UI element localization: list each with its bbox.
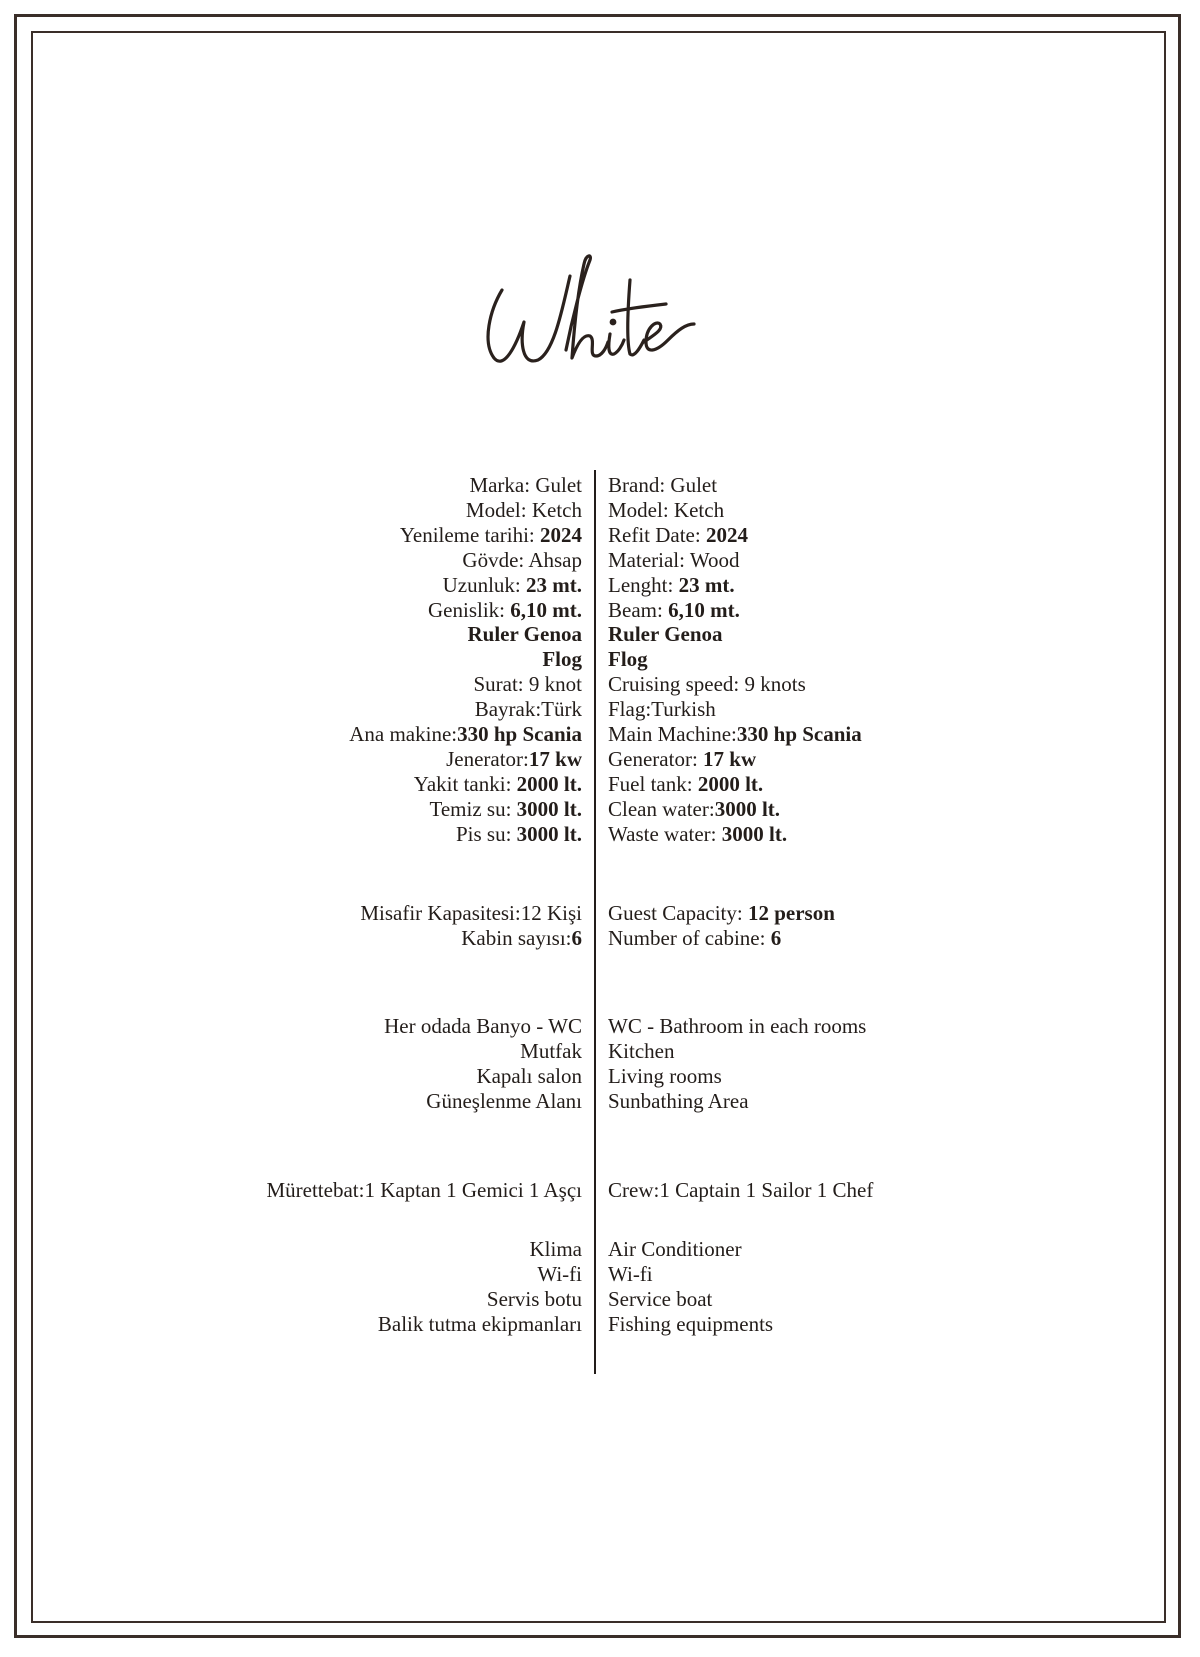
spec-row-tr (428, 598, 582, 624)
capacity-label-en: Number of cabine: (608, 925, 771, 950)
spec-label-en: Main Machine: (608, 722, 737, 746)
extra-row-tr (378, 1312, 582, 1338)
amenity-row-en (608, 1089, 749, 1115)
spec-row-en (608, 697, 716, 723)
spec-value-tr: 3000 lt. (516, 796, 582, 821)
extra-en: Fishing equipments (608, 1311, 774, 1336)
extra-en: Air Conditioner (608, 1237, 742, 1261)
spec-value-tr: 17 kw (528, 746, 582, 771)
spec-label-tr: Bayrak: (474, 697, 542, 722)
extra-row-en (608, 1312, 773, 1338)
spec-row-tr (473, 672, 582, 698)
spec-row-tr (542, 647, 582, 673)
spec-value-tr: 2000 lt. (516, 771, 582, 796)
spec-label-en: Lenght: (608, 572, 679, 597)
spec-value-en: Ketch (673, 497, 725, 522)
spec-label-tr: Yenileme tarihi: (399, 522, 540, 547)
spec-label-en: Clean water: (608, 796, 715, 821)
amenity-en: Living rooms (608, 1063, 722, 1088)
capacity-row-en (608, 926, 781, 952)
spec-row-en (608, 573, 735, 599)
spec-row-en (608, 473, 717, 499)
spec-row-en (608, 747, 756, 773)
spec-label-tr: Pis su: (455, 821, 517, 846)
extra-row-tr (530, 1237, 583, 1263)
amenity-row-en (608, 1014, 866, 1040)
extra-row-en (608, 1237, 742, 1263)
spec-value-tr: Ketch (531, 497, 582, 522)
spec-label-en: Refit Date: (608, 522, 706, 547)
spec-row-en (608, 498, 724, 524)
spec-row-en (608, 647, 648, 673)
page-title (0, 250, 1200, 380)
spec-value-en: 330 hp Scania (736, 722, 862, 746)
crew-tr: Mürettebat:1 Kaptan 1 Gemici 1 Aşçı (266, 1178, 582, 1202)
spec-label-en: Flag: (608, 697, 652, 722)
spec-label-tr: Jenerator: (446, 746, 529, 771)
crew-row-tr (266, 1178, 582, 1204)
extra-tr: Wi-fi (537, 1261, 582, 1286)
spec-value-en: 2000 lt. (697, 771, 764, 796)
spec-label-tr: Uzunluk: (442, 572, 526, 597)
extra-tr: Servis botu (486, 1286, 582, 1311)
spec-row-tr (349, 722, 582, 748)
spec-row-en (608, 523, 748, 549)
capacity-value-en: 12 person (747, 901, 835, 925)
spec-label-tr: Marka: (469, 473, 536, 497)
extra-row-en (608, 1287, 712, 1313)
capacity-row-tr (461, 926, 582, 952)
spec-label-tr: Temiz su: (429, 796, 517, 821)
spec-value-en: 17 kw (703, 746, 757, 771)
spec-label-tr: Model: (465, 497, 532, 522)
spec-row-tr (400, 523, 582, 549)
extra-row-en (608, 1262, 653, 1288)
extra-en: Wi-fi (608, 1261, 653, 1286)
capacity-row-tr (360, 901, 582, 927)
spec-row-tr (456, 822, 582, 848)
spec-value-en: 3000 lt. (721, 821, 788, 846)
amenity-tr: Mutfak (520, 1038, 582, 1063)
column-divider (594, 470, 596, 1374)
spec-value-en: 3000 lt. (714, 796, 781, 821)
spec-row-en (608, 722, 862, 748)
spec-value-en: 23 mt. (678, 572, 735, 597)
spec-row-en (608, 598, 740, 624)
spec-value-en: Turkish (651, 697, 716, 722)
spec-row-tr (466, 498, 582, 524)
spec-label-en: Cruising speed: (608, 672, 745, 697)
spec-value-en: 2024 (705, 522, 748, 547)
spec-row-tr (475, 697, 582, 723)
capacity-row-en (608, 901, 835, 927)
amenity-row-tr (426, 1089, 582, 1115)
spec-value-en: 6,10 mt. (668, 597, 740, 622)
spec-row-tr (446, 747, 582, 773)
spec-row-en (608, 548, 739, 574)
extra-tr: Klima (529, 1237, 582, 1261)
spec-label-en: Waste water: (608, 821, 722, 846)
spec-label-tr: Surat: (473, 672, 529, 697)
spec-label-tr: Yakit tanki: (413, 771, 517, 796)
title-script-logo (480, 250, 720, 380)
spec-label-en: Material: (608, 547, 690, 572)
spec-value-tr: 9 knot (528, 672, 582, 697)
capacity-value-en: 6 (770, 925, 782, 950)
spec-value-tr: 6,10 mt. (510, 597, 582, 622)
spec-label-en: Fuel tank: (608, 771, 698, 796)
capacity-label-tr: Misafir Kapasitesi: (360, 901, 521, 925)
spec-label-en: Generator: (608, 746, 704, 771)
spec-row-en (608, 622, 723, 648)
spec-value-en: Flog (608, 647, 648, 672)
spec-row-en (608, 672, 806, 698)
capacity-value-tr: 6 (571, 925, 582, 950)
amenity-row-tr (476, 1064, 582, 1090)
spec-value-tr: Gulet (535, 473, 582, 497)
spec-value-tr: Türk (541, 697, 582, 722)
spec-row-tr (443, 573, 582, 599)
spec-value-tr: 3000 lt. (516, 821, 582, 846)
spec-label-tr: Genislik: (428, 597, 511, 622)
spec-value-tr: Flog (542, 647, 582, 672)
spec-value-tr: 23 mt. (526, 572, 582, 597)
spec-label-en: Model: (608, 497, 674, 522)
spec-row-en (608, 772, 763, 798)
amenity-row-tr (520, 1039, 582, 1065)
amenity-row-en (608, 1064, 722, 1090)
amenity-row-en (608, 1039, 674, 1065)
capacity-label-en: Guest Capacity: (608, 901, 748, 925)
spec-row-tr (414, 772, 582, 798)
amenity-tr: Kapalı salon (476, 1063, 582, 1088)
spec-row-tr (467, 622, 582, 648)
extra-row-tr (487, 1287, 582, 1313)
spec-row-tr (462, 548, 582, 574)
spec-value-tr: 2024 (540, 522, 582, 547)
capacity-value-tr: 12 Kişi (520, 901, 582, 925)
spec-row-en (608, 797, 780, 823)
extra-en: Service boat (608, 1286, 713, 1311)
spec-label-en: Brand: (608, 473, 671, 497)
capacity-label-tr: Kabin sayısı: (461, 925, 572, 950)
spec-row-tr (429, 797, 582, 823)
crew-en: Crew:1 Captain 1 Sailor 1 Chef (608, 1178, 874, 1202)
spec-row-tr (469, 473, 582, 499)
spec-value-tr: Ruler Genoa (467, 622, 582, 647)
spec-label-en: Beam: (608, 597, 669, 622)
amenity-tr: Her odada Banyo - WC (384, 1014, 582, 1038)
extra-tr: Balik tutma ekipmanları (377, 1311, 582, 1336)
crew-row-en (608, 1178, 873, 1204)
spec-value-tr: Ahsap (528, 547, 582, 572)
amenity-en: WC - Bathroom in each rooms (608, 1014, 867, 1038)
spec-value-en: Ruler Genoa (608, 622, 723, 647)
spec-value-en: Gulet (670, 473, 718, 497)
amenity-tr: Güneşlenme Alanı (426, 1088, 582, 1113)
amenity-en: Sunbathing Area (608, 1088, 749, 1113)
extra-row-tr (537, 1262, 582, 1288)
spec-value-en: Wood (689, 547, 740, 572)
spec-label-tr: Ana makine: (349, 722, 458, 746)
spec-value-tr: 330 hp Scania (457, 722, 582, 746)
amenity-en: Kitchen (608, 1038, 675, 1063)
spec-value-en: 9 knots (744, 672, 806, 697)
spec-row-en (608, 822, 787, 848)
amenity-row-tr (384, 1014, 582, 1040)
spec-label-tr: Gövde: (462, 547, 529, 572)
